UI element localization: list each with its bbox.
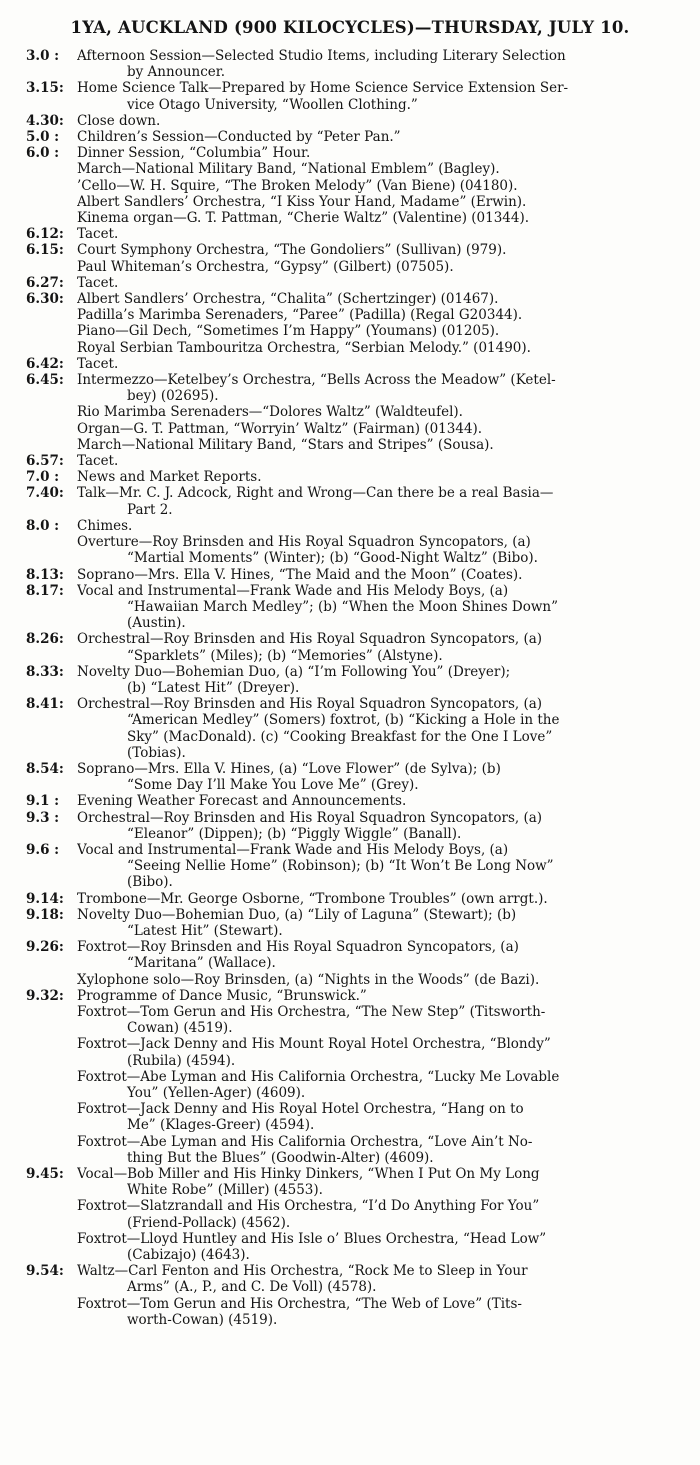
entry-body xyxy=(77,242,694,274)
entry-time: 3.0 : xyxy=(26,48,60,64)
entry-line: “American Medley” (Somers) foxtrot, (b) “Kicking a Hole in the xyxy=(127,712,560,729)
entry-body xyxy=(77,469,694,485)
entry-line: (Austin). xyxy=(127,615,186,632)
entry-line: Sky” (MacDonald). (c) “Cooking Breakfast for the One I Love” xyxy=(127,728,553,745)
entry-time: 9.6 : xyxy=(26,841,60,858)
programme-list xyxy=(0,48,700,1328)
entry-body xyxy=(77,275,694,291)
programme-entry xyxy=(26,631,694,663)
entry-line: Trombone—Mr. George Osborne, “Trombone Troubles” (own arrgt.). xyxy=(77,890,548,907)
entry-line: News and Market Reports. xyxy=(77,469,262,486)
programme-entry xyxy=(26,939,694,988)
entry-line: “Latest Hit” (Stewart). xyxy=(127,922,283,939)
entry-time: 9.32: xyxy=(26,987,64,1004)
entry-time: 8.26: xyxy=(26,631,64,648)
entry-line: Foxtrot—Tom Gerun and His Orchestra, “The Web of Love” (Tits- xyxy=(77,1295,522,1312)
entry-time: 8.54: xyxy=(26,760,64,777)
entry-line: Programme of Dance Music, “Brunswick.” xyxy=(77,987,367,1004)
entry-body xyxy=(77,145,694,226)
entry-body xyxy=(77,988,694,1166)
entry-line: “Hawaiian March Medley”; (b) “When the Moon Shines Down” xyxy=(127,598,559,615)
entry-line: March—National Military Band, “Stars and Stripes” (Sousa). xyxy=(77,436,494,453)
entry-line: Foxtrot—Jack Denny and His Royal Hotel Orchestra, “Hang on to xyxy=(77,1101,524,1118)
entry-line: worth-Cowan) (4519). xyxy=(127,1311,278,1328)
entry-time: 9.1 : xyxy=(26,793,60,810)
entry-time: 6.42: xyxy=(26,355,64,372)
entry-time: 9.54: xyxy=(26,1263,64,1280)
entry-line: Orchestral—Roy Brinsden and His Royal Squadron Syncopators, (a) xyxy=(77,631,543,648)
entry-line: Novelty Duo—Bohemian Duo, (a) “I’m Following You” (Dreyer); xyxy=(77,663,511,680)
programme-entry xyxy=(26,356,694,372)
entry-line: Tacet. xyxy=(77,226,119,243)
entry-line: Vocal—Bob Miller and His Hinky Dinkers, “When I Put On My Long xyxy=(77,1166,540,1183)
entry-line: Orchestral—Roy Brinsden and His Royal Squadron Syncopators, (a) xyxy=(77,696,543,713)
programme-entry xyxy=(26,129,694,145)
entry-line: Padilla’s Marimba Serenaders, “Paree” (Padilla) (Regal G20344). xyxy=(77,307,523,324)
entry-line: Foxtrot—Lloyd Huntley and His Isle o’ Blues Orchestra, “Head Low” xyxy=(77,1230,547,1247)
entry-line: by Announcer. xyxy=(127,64,226,81)
entry-body xyxy=(77,226,694,242)
programme-entry xyxy=(26,761,694,793)
entry-body xyxy=(77,793,694,809)
programme-entry xyxy=(26,891,694,907)
entry-line: Foxtrot—Slatzrandall and His Orchestra, “I’d Do Anything For You” xyxy=(77,1198,540,1215)
entry-body xyxy=(77,891,694,907)
entry-time: 6.27: xyxy=(26,274,64,291)
entry-line: Dinner Session, “Columbia” Hour. xyxy=(77,145,311,162)
entry-time: 9.18: xyxy=(26,906,64,923)
entry-line: (Bibo). xyxy=(127,874,173,891)
entry-time: 8.13: xyxy=(26,566,64,583)
entry-body xyxy=(77,1166,694,1263)
entry-body xyxy=(77,907,694,939)
entry-time: 6.30: xyxy=(26,291,64,308)
programme-entry xyxy=(26,988,694,1166)
programme-entry xyxy=(26,664,694,696)
entry-body xyxy=(77,567,694,583)
entry-time: 8.0 : xyxy=(26,517,60,534)
entry-line: thing But the Blues” (Goodwin-Alter) (4609). xyxy=(127,1149,434,1166)
entry-time: 6.0 : xyxy=(26,145,60,162)
entry-line: Vocal and Instrumental—Frank Wade and His Melody Boys, (a) xyxy=(77,582,509,599)
programme-entry xyxy=(26,793,694,809)
entry-time: 3.15: xyxy=(26,80,64,97)
programme-entry xyxy=(26,485,694,517)
entry-line: Tacet. xyxy=(77,274,119,291)
entry-body xyxy=(77,696,694,761)
entry-time: 8.17: xyxy=(26,582,64,599)
entry-time: 8.33: xyxy=(26,663,64,680)
entry-line: “Martial Moments” (Winter); (b) “Good-Night Waltz” (Bibo). xyxy=(127,550,538,567)
entry-line: Albert Sandlers’ Orchestra, “Chalita” (Schertzinger) (01467). xyxy=(77,291,499,308)
entry-line: Chimes. xyxy=(77,517,133,534)
programme-entry xyxy=(26,907,694,939)
programme-entry xyxy=(26,275,694,291)
entry-time: 6.45: xyxy=(26,372,64,389)
entry-line: Rio Marimba Serenaders—“Dolores Waltz” (Waldteufel). xyxy=(77,404,463,421)
programme-entry xyxy=(26,567,694,583)
entry-line: Piano—Gil Dech, “Sometimes I’m Happy” (Youmans) (01205). xyxy=(77,323,500,340)
entry-line: Organ—G. T. Pattman, “Worryin’ Waltz” (Fairman) (01344). xyxy=(77,420,483,437)
entry-line: Royal Serbian Tambouritza Orchestra, “Serbian Melody.” (01490). xyxy=(77,339,531,356)
entry-line: You” (Yellen-Ager) (4609). xyxy=(127,1085,306,1101)
entry-line: Foxtrot—Roy Brinsden and His Royal Squadron Syncopators, (a) xyxy=(77,939,519,956)
programme-entry xyxy=(26,518,694,567)
entry-line: Kinema organ—G. T. Pattman, “Cherie Waltz” (Valentine) (01344). xyxy=(77,210,530,227)
entry-line: Overture—Roy Brinsden and His Royal Squadron Syncopators, (a) xyxy=(77,534,531,551)
entry-body xyxy=(77,761,694,793)
entry-line: Tacet. xyxy=(77,453,119,470)
programme-entry xyxy=(26,1166,694,1263)
programme-entry xyxy=(26,113,694,129)
entry-body xyxy=(77,631,694,663)
entry-time: 9.45: xyxy=(26,1166,64,1183)
entry-line: Foxtrot—Abe Lyman and His California Orchestra, “Lucky Me Lovable xyxy=(77,1068,560,1085)
entry-line: “Maritana” (Wallace). xyxy=(127,955,276,972)
entry-line: (Rubila) (4594). xyxy=(127,1052,236,1069)
entry-line: Intermezzo—Ketelbey’s Orchestra, “Bells Across the Meadow” (Ketel- xyxy=(77,372,556,389)
entry-line: Foxtrot—Abe Lyman and His California Orchestra, “Love Ain’t No- xyxy=(77,1133,533,1150)
entry-line: “Seeing Nellie Home” (Robinson); (b) “It Won’t Be Long Now” xyxy=(127,858,554,875)
entry-body xyxy=(77,80,694,112)
entry-line: Arms” (A., P., and C. De Voll) (4578). xyxy=(127,1279,377,1296)
entry-time: 6.15: xyxy=(26,242,64,259)
entry-body xyxy=(77,583,694,632)
entry-body xyxy=(77,810,694,842)
entry-line: ’Cello—W. H. Squire, “The Broken Melody” (Van Biene) (04180). xyxy=(77,177,518,194)
programme-entry xyxy=(26,453,694,469)
entry-line: Afternoon Session—Selected Studio Items, including Literary Selection xyxy=(77,48,566,64)
entry-body xyxy=(77,664,694,696)
entry-body xyxy=(77,291,694,356)
entry-time: 5.0 : xyxy=(26,129,60,146)
entry-line: “Eleanor” (Dippen); (b) “Piggly Wiggle” (Banall). xyxy=(127,825,462,842)
programme-entry xyxy=(26,696,694,761)
entry-line: (Friend-Pollack) (4562). xyxy=(127,1214,291,1231)
entry-line: (b) “Latest Hit” (Dreyer). xyxy=(127,679,300,696)
programme-entry xyxy=(26,1263,694,1328)
page-title: 1YA, AUCKLAND (900 KILOCYCLES)—THURSDAY, JULY 10. xyxy=(70,18,630,37)
programme-entry xyxy=(26,48,694,80)
entry-line: Cowan) (4519). xyxy=(127,1020,233,1037)
entry-line: March—National Military Band, “National Emblem” (Bagley). xyxy=(77,161,500,178)
entry-body xyxy=(77,113,694,129)
entry-body xyxy=(77,129,694,145)
entry-body xyxy=(77,48,694,80)
entry-line: Paul Whiteman’s Orchestra, “Gypsy” (Gilbert) (07505). xyxy=(77,258,454,275)
entry-line: Court Symphony Orchestra, “The Gondoliers” (Sullivan) (979). xyxy=(77,242,507,259)
entry-time: 4.30: xyxy=(26,112,64,129)
entry-line: Close down. xyxy=(77,112,161,129)
entry-line: Part 2. xyxy=(127,501,173,518)
entry-line: vice Otago University, “Woollen Clothing.” xyxy=(127,96,418,113)
entry-line: Soprano—Mrs. Ella V. Hines, (a) “Love Flower” (de Sylva); (b) xyxy=(77,760,501,777)
entry-line: Foxtrot—Jack Denny and His Mount Royal Hotel Orchestra, “Blondy” xyxy=(77,1036,551,1053)
entry-body xyxy=(77,356,694,372)
programme-entry xyxy=(26,242,694,274)
entry-line: Foxtrot—Tom Gerun and His Orchestra, “The New Step” (Titsworth- xyxy=(77,1003,546,1020)
entry-line: Talk—Mr. C. J. Adcock, Right and Wrong—Can there be a real Basia— xyxy=(77,485,554,502)
programme-entry xyxy=(26,842,694,891)
programme-entry xyxy=(26,469,694,485)
entry-line: “Some Day I’ll Make You Love Me” (Grey). xyxy=(127,777,419,794)
entry-line: Vocal and Instrumental—Frank Wade and His Melody Boys, (a) xyxy=(77,841,509,858)
entry-line: Children’s Session—Conducted by “Peter Pan.” xyxy=(77,129,401,146)
entry-line: Novelty Duo—Bohemian Duo, (a) “Lily of Laguna” (Stewart); (b) xyxy=(77,906,517,923)
entry-line: (Cabizajo) (4643). xyxy=(127,1247,250,1264)
entry-line: Tacet. xyxy=(77,355,119,372)
entry-line: “Sparklets” (Miles); (b) “Memories” (Alstyne). xyxy=(127,647,443,664)
programme-entry xyxy=(26,810,694,842)
entry-time: 7.40: xyxy=(26,485,64,502)
programme-entry xyxy=(26,80,694,112)
entry-time: 9.3 : xyxy=(26,809,60,826)
programme-entry xyxy=(26,372,694,453)
entry-line: (Tobias). xyxy=(127,744,186,761)
programme-entry xyxy=(26,226,694,242)
entry-time: 6.12: xyxy=(26,226,64,243)
entry-body xyxy=(77,1263,694,1328)
entry-time: 9.26: xyxy=(26,939,64,956)
entry-line: Waltz—Carl Fenton and His Orchestra, “Rock Me to Sleep in Your xyxy=(77,1263,528,1280)
entry-line: Soprano—Mrs. Ella V. Hines, “The Maid and the Moon” (Coates). xyxy=(77,566,523,583)
entry-body xyxy=(77,518,694,567)
entry-time: 8.41: xyxy=(26,696,64,713)
entry-body xyxy=(77,372,694,453)
entry-line: Orchestral—Roy Brinsden and His Royal Squadron Syncopators, (a) xyxy=(77,809,543,826)
entry-line: Evening Weather Forecast and Announcements. xyxy=(77,793,407,810)
entry-line: bey) (02695). xyxy=(127,388,219,405)
programme-entry xyxy=(26,291,694,356)
entry-line: Me” (Klages-Greer) (4594). xyxy=(127,1117,315,1134)
entry-line: Albert Sandlers’ Orchestra, “I Kiss Your Hand, Madame” (Erwin). xyxy=(77,193,527,210)
programme-entry xyxy=(26,583,694,632)
entry-body xyxy=(77,939,694,988)
programme-entry xyxy=(26,145,694,226)
entry-line: White Robe” (Miller) (4553). xyxy=(127,1182,323,1199)
entry-time: 7.0 : xyxy=(26,469,60,486)
entry-body xyxy=(77,485,694,517)
entry-body xyxy=(77,842,694,891)
entry-body xyxy=(77,453,694,469)
entry-line: Home Science Talk—Prepared by Home Science Service Extension Ser- xyxy=(77,80,569,97)
entry-time: 9.14: xyxy=(26,890,64,907)
entry-line: Xylophone solo—Roy Brinsden, (a) “Nights in the Woods” (de Bazi). xyxy=(77,971,540,988)
entry-time: 6.57: xyxy=(26,453,64,470)
